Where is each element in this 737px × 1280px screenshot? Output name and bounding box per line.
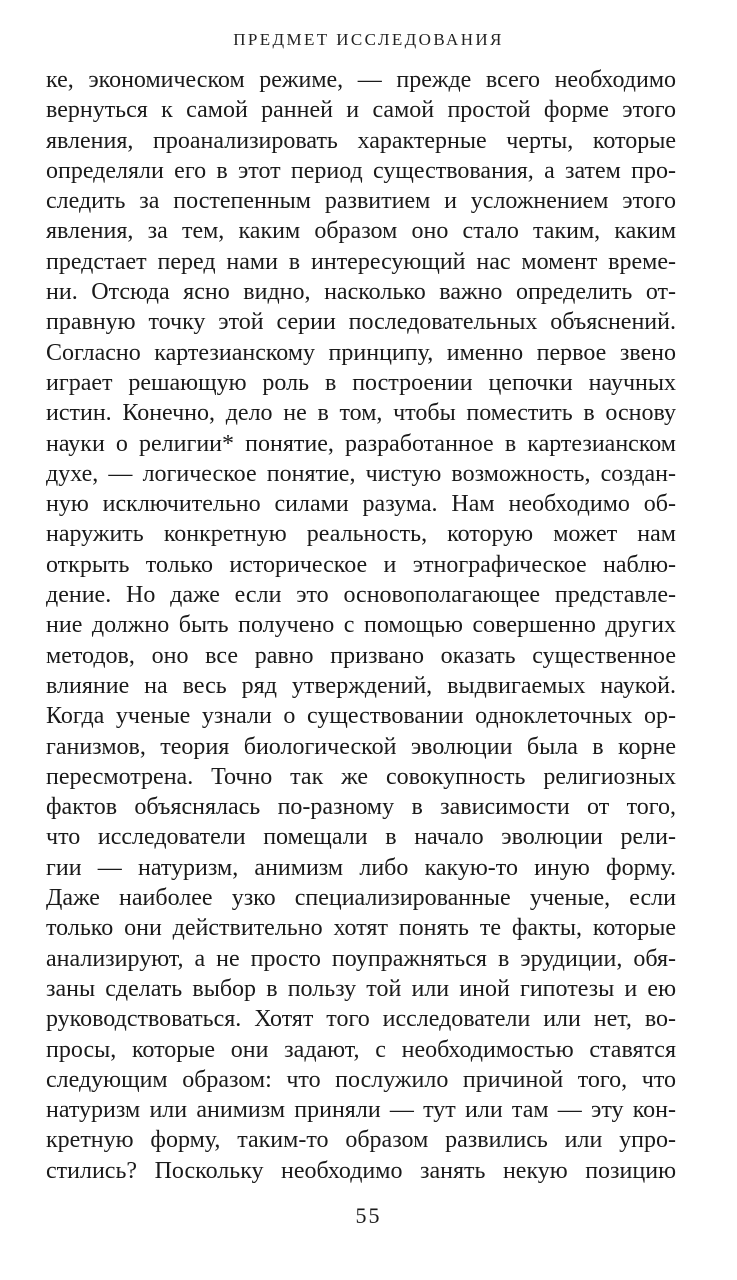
body-text <box>46 65 676 1186</box>
text-line: правную точку этой серии последовательных объяснений. <box>46 309 676 336</box>
text-line: просы, которые они задают, с необходимостью ставятся <box>46 1036 676 1063</box>
text-line: наружить конкретную реальность, которую может нам <box>46 521 676 548</box>
text-line: заны сделать выбор в пользу той или иной гипотезы и ею <box>46 975 676 1002</box>
text-line: руководствоваться. Хотят того исследователи или нет, во- <box>46 1006 676 1033</box>
text-line: явления, проанализировать характерные черты, которые <box>46 127 676 154</box>
text-line: ни. Отсюда ясно видно, насколько важно определить от- <box>46 279 676 306</box>
text-line: кретную форму, таким-то образом развились или упро- <box>46 1127 676 1154</box>
text-line: духе, — логическое понятие, чистую возможность, создан- <box>46 460 676 487</box>
text-line: влияние на весь ряд утверждений, выдвигаемых наукой. <box>46 672 676 699</box>
text-line: предстает перед нами в интересующий нас момент време- <box>46 248 676 275</box>
text-line: ную исключительно силами разума. Нам необходимо об- <box>46 491 676 518</box>
text-line: Когда ученые узнали о существовании одноклеточных ор- <box>46 703 676 730</box>
text-line: истин. Конечно, дело не в том, чтобы поместить в основу <box>46 400 676 427</box>
text-line: что исследователи помещали в начало эволюции рели- <box>46 824 676 851</box>
text-line: явления, за тем, каким образом оно стало таким, каким <box>46 218 676 245</box>
text-line: гии — натуризм, анимизм либо какую-то иную форму. <box>46 854 676 881</box>
text-line: играет решающую роль в построении цепочки научных <box>46 369 676 396</box>
text-line: стились? Поскольку необходимо занять некую позицию <box>46 1157 676 1184</box>
text-line: следить за постепенным развитием и усложнением этого <box>46 188 676 215</box>
text-line: вернуться к самой ранней и самой простой форме этого <box>46 97 676 124</box>
text-line: ганизмов, теория биологической эволюции была в корне <box>46 733 676 760</box>
text-line: фактов объяснялась по-разному в зависимости от того, <box>46 794 676 821</box>
text-line: натуризм или анимизм приняли — тут или там — эту кон- <box>46 1097 676 1124</box>
text-line: ние должно быть получено с помощью совершенно других <box>46 612 676 639</box>
text-line: Даже наиболее узко специализированные ученые, если <box>46 885 676 912</box>
running-head: ПРЕДМЕТ ИССЛЕДОВАНИЯ <box>233 30 504 49</box>
text-line: анализируют, а не просто поупражняться в эрудиции, обя- <box>46 945 676 972</box>
text-line: ке, экономическом режиме, — прежде всего необходимо <box>46 67 676 93</box>
text-line: науки о религии* понятие, разработанное в картезианском <box>46 430 676 457</box>
page-number: 55 <box>355 1203 382 1228</box>
text-line: определяли его в этот период существования, а затем про- <box>46 157 676 184</box>
text-line: открыть только историческое и этнографическое наблю- <box>46 551 676 578</box>
text-line: методов, оно все равно призвано оказать существенное <box>46 642 676 669</box>
text-line: дение. Но даже если это основополагающее представле- <box>46 582 676 609</box>
text-line: Согласно картезианскому принципу, именно первое звено <box>46 339 676 366</box>
text-line: пересмотрена. Точно так же совокупность религиозных <box>46 763 676 790</box>
text-line: следующим образом: что послужило причиной того, что <box>46 1066 676 1093</box>
text-line: только они действительно хотят понять те факты, которые <box>46 915 676 942</box>
